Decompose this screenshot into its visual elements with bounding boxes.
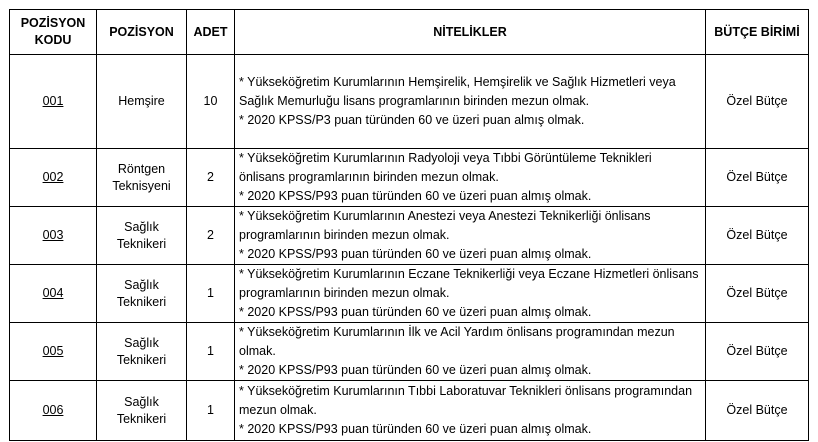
qualification-line: * Yükseköğretim Kurumlarının Hemşirelik, Hemşirelik ve Sağlık Hizmetleri veya Sağlık Memurluğu lisans programlarının birinden mezun olmak. bbox=[239, 75, 676, 108]
position-code-cell[interactable] bbox=[10, 55, 97, 149]
position-cell: Sağlık Teknikeri bbox=[97, 265, 187, 323]
position-code-link[interactable]: 001 bbox=[42, 94, 64, 108]
position-cell: Hemşire bbox=[97, 55, 187, 149]
table-row bbox=[10, 323, 809, 381]
position-code-link[interactable]: 002 bbox=[42, 170, 64, 184]
position-code-cell[interactable] bbox=[10, 207, 97, 265]
position-code-cell[interactable] bbox=[10, 381, 97, 441]
position-cell: Sağlık Teknikeri bbox=[97, 381, 187, 441]
count-cell: 1 bbox=[187, 381, 235, 441]
qualification-line: * Yükseköğretim Kurumlarının Anestezi veya Anestezi Teknikerliği önlisans programlarının birinden mezun olmak. bbox=[239, 209, 651, 242]
header-qualifications: NİTELİKLER bbox=[235, 10, 706, 55]
budget-cell: Özel Bütçe bbox=[706, 323, 809, 381]
table-row bbox=[10, 381, 809, 441]
qualifications-cell bbox=[235, 381, 706, 441]
qualification-line: * Yükseköğretim Kurumlarının Radyoloji veya Tıbbi Görüntüleme Teknikleri önlisans programlarının birinden mezun olmak. bbox=[239, 151, 652, 184]
position-code-link[interactable]: 005 bbox=[42, 344, 64, 358]
budget-cell: Özel Bütçe bbox=[706, 55, 809, 149]
qualification-line: * 2020 KPSS/P3 puan türünden 60 ve üzeri puan almış olmak. bbox=[239, 113, 585, 127]
position-cell: Sağlık Teknikeri bbox=[97, 207, 187, 265]
count-cell: 2 bbox=[187, 207, 235, 265]
qualification-line: * 2020 KPSS/P93 puan türünden 60 ve üzeri puan almış olmak. bbox=[239, 363, 592, 377]
qualifications-cell bbox=[235, 207, 706, 265]
qualification-line: * 2020 KPSS/P93 puan türünden 60 ve üzeri puan almış olmak. bbox=[239, 189, 592, 203]
qualifications-cell bbox=[235, 149, 706, 207]
budget-cell: Özel Bütçe bbox=[706, 381, 809, 441]
positions-table-wrapper bbox=[9, 9, 809, 441]
budget-cell: Özel Bütçe bbox=[706, 207, 809, 265]
qualification-line: * 2020 KPSS/P93 puan türünden 60 ve üzeri puan almış olmak. bbox=[239, 422, 592, 436]
count-cell: 2 bbox=[187, 149, 235, 207]
qualifications-cell bbox=[235, 55, 706, 149]
position-code-link[interactable]: 004 bbox=[42, 286, 64, 300]
position-code-cell[interactable] bbox=[10, 265, 97, 323]
qualification-line: * 2020 KPSS/P93 puan türünden 60 ve üzeri puan almış olmak. bbox=[239, 247, 592, 261]
positions-table bbox=[9, 9, 809, 441]
budget-cell: Özel Bütçe bbox=[706, 149, 809, 207]
header-position-code: POZİSYON KODU bbox=[10, 10, 97, 55]
position-cell: Sağlık Teknikeri bbox=[97, 323, 187, 381]
qualifications-cell bbox=[235, 323, 706, 381]
table-row bbox=[10, 265, 809, 323]
qualifications-cell bbox=[235, 265, 706, 323]
count-cell: 1 bbox=[187, 323, 235, 381]
header-count: ADET bbox=[187, 10, 235, 55]
qualification-line: * 2020 KPSS/P93 puan türünden 60 ve üzeri puan almış olmak. bbox=[239, 305, 592, 319]
table-header-row bbox=[10, 10, 809, 55]
qualification-line: * Yükseköğretim Kurumlarının Eczane Teknikerliği veya Eczane Hizmetleri önlisans programlarının birinden mezun olmak. bbox=[239, 267, 699, 300]
qualification-line: * Yükseköğretim Kurumlarının Tıbbi Laboratuvar Teknikleri önlisans programından mezun olmak. bbox=[239, 384, 693, 417]
budget-cell: Özel Bütçe bbox=[706, 265, 809, 323]
count-cell: 10 bbox=[187, 55, 235, 149]
position-code-cell[interactable] bbox=[10, 149, 97, 207]
position-cell: Röntgen Teknisyeni bbox=[97, 149, 187, 207]
count-cell: 1 bbox=[187, 265, 235, 323]
table-row bbox=[10, 207, 809, 265]
position-code-link[interactable]: 003 bbox=[42, 228, 64, 242]
header-position: POZİSYON bbox=[97, 10, 187, 55]
position-code-link[interactable]: 006 bbox=[42, 403, 64, 417]
qualification-line: * Yükseköğretim Kurumlarının İlk ve Acil Yardım önlisans programından mezun olmak. bbox=[239, 325, 675, 358]
table-row bbox=[10, 55, 809, 149]
header-budget-unit: BÜTÇE BİRİMİ bbox=[706, 10, 809, 55]
position-code-cell[interactable] bbox=[10, 323, 97, 381]
table-row bbox=[10, 149, 809, 207]
